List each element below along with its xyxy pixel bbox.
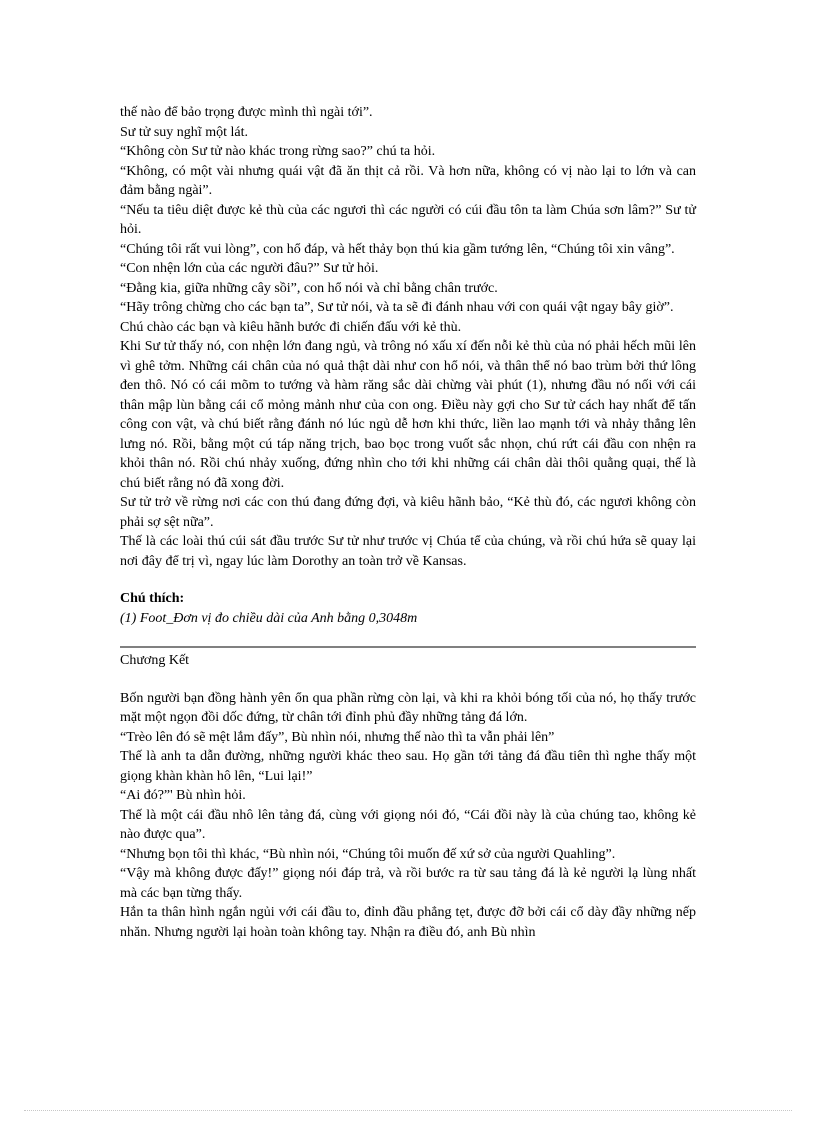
chapter-title: Chương Kết bbox=[120, 653, 190, 668]
story-paragraph: “Hãy trông chừng cho các bạn ta”, Sư tử nói, và ta sẽ đi đánh nhau với con quái vật ngay bây giờ”. bbox=[120, 300, 674, 315]
chapter-paragraph: Hắn ta thân hình ngắn ngủi với cái đầu to, đỉnh đầu phẳng tẹt, được đỡ bởi cái cổ dày đầy những nếp nhăn. Nhưng người lại hoàn toàn không tay. Nhận ra điều đó, anh Bù nhìn bbox=[120, 905, 696, 940]
chapter-paragraph: Thế là anh ta dẫn đường, những người khác theo sau. Họ gần tới tảng đá đầu tiên thì nghe thấy một giọng khàn khàn hô lên, “Lui lại!” bbox=[120, 749, 696, 784]
chapter-paragraph: “Vậy mà không được đấy!” giọng nói đáp trả, và rồi bước ra từ sau tảng đá là kẻ người lạ lùng nhất mà các bạn từng thấy. bbox=[120, 866, 696, 901]
chapter-section bbox=[120, 651, 696, 942]
chapter-paragraph: “Ai đó?”' Bù nhìn hỏi. bbox=[120, 788, 246, 803]
chapter-paragraph: Bốn người bạn đồng hành yên ổn qua phần rừng còn lại, và khi ra khỏi bóng tối của nó, họ thấy trước mặt một ngọn đồi dốc đứng, từ chân tới đỉnh phủ đầy những tảng đá lớn. bbox=[120, 690, 696, 725]
section-divider bbox=[120, 646, 696, 648]
story-paragraph: Khi Sư tử thấy nó, con nhện lớn đang ngủ, và trông nó xấu xí đến nỗi kẻ thù của nó phải hếch mũi lên vì ghê tởm. Những cái chân của nó quả thật dài như con hổ nói, và thân thể nó bao trùm bởi thứ lông đen thô. Nó có cái mõm to tướng và hàm răng sắc dài chừng vài phút (1), nhưng đầu nó nối với cái thân mập lùn bằng cái cổ mỏng mảnh như của con ong. Điều này gợi cho Sư tử cách hay nhất để tấn công con vật, và chú biết rằng đánh nó lúc ngủ dễ hơn khi thức, liền lao mạnh tới và nhảy thẳng lên lưng nó. Rồi, bằng một cú táp năng trịch, bao bọc trong vuốt sắc nhọn, chú rứt cái đầu con nhện ra khỏi thân nó. Rồi chú nhảy xuống, đứng nhìn cho tới khi những cái chân dài thôi quằng quại, thế là chú biết rằng nó đã xong đời. bbox=[120, 339, 696, 491]
story-paragraph: Chú chào các bạn và kiêu hãnh bước đi chiến đấu với kẻ thù. bbox=[120, 319, 462, 335]
story-paragraph: “Con nhện lớn của các người đâu?” Sư tử hỏi. bbox=[120, 261, 379, 276]
story-section bbox=[120, 103, 696, 571]
chapter-paragraph: Thế là một cái đầu nhô lên tảng đá, cùng với giọng nói đó, “Cái đồi này là của chúng tao, không kẻ nào được qua”. bbox=[120, 807, 696, 842]
chapter-paragraph: “Trèo lên đó sẽ mệt lắm đấy”, Bù nhìn nói, nhưng thế nào thì ta vẫn phải lên” bbox=[120, 729, 555, 745]
story-paragraph: Sư tử suy nghĩ một lát. bbox=[120, 124, 248, 140]
story-paragraph: Thế là các loài thú cúi sát đầu trước Sư tử như trước vị Chúa tể của chúng, và rồi chú hứa sẽ quay lại nơi đây để trị vì, ngay lúc làm Dorothy an toàn trở về Kansas. bbox=[120, 534, 696, 569]
story-paragraph: “Nếu ta tiêu diệt được kẻ thù của các ngươi thì các người có cúi đầu tôn ta làm Chúa sơn lâm?” Sư tử hỏi. bbox=[120, 202, 696, 237]
story-paragraph: “Chúng tôi rất vui lòng”, con hổ đáp, và hết thảy bọn thú kia gầm tướng lên, “Chúng tôi xin vâng”. bbox=[120, 241, 675, 257]
story-paragraph: thế nào để bảo trọng được mình thì ngài tới”. bbox=[120, 105, 373, 120]
spacer bbox=[120, 671, 696, 689]
story-paragraph: “Đằng kia, giữa những cây sồi”, con hổ nói và chỉ bằng chân trước. bbox=[120, 280, 498, 296]
document-page bbox=[120, 103, 696, 942]
story-paragraph: “Không, có một vài nhưng quái vật đã ăn thịt cả rồi. Và hơn nữa, không có vị nào lại to lớn và can đảm bằng ngài”. bbox=[120, 163, 696, 198]
page-bottom-border bbox=[24, 1110, 792, 1111]
spacer bbox=[120, 571, 696, 589]
footnote-item: (1) Foot_Đơn vị đo chiều dài của Anh bằng 0,3048m bbox=[120, 610, 418, 626]
chapter-paragraph: “Nhưng bọn tôi thì khác, “Bù nhìn nói, “Chúng tôi muốn đế xứ sở của người Quahling”. bbox=[120, 846, 616, 862]
footnotes-title: Chú thích: bbox=[120, 591, 185, 606]
footnotes bbox=[120, 589, 696, 628]
story-paragraph: “Không còn Sư tử nào khác trong rừng sao?” chú ta hỏi. bbox=[120, 144, 436, 159]
story-paragraph: Sư tử trở về rừng nơi các con thú đang đứng đợi, và kiêu hãnh bảo, “Kẻ thù đó, các ngươi không còn phải sợ sệt nữa”. bbox=[120, 495, 696, 530]
